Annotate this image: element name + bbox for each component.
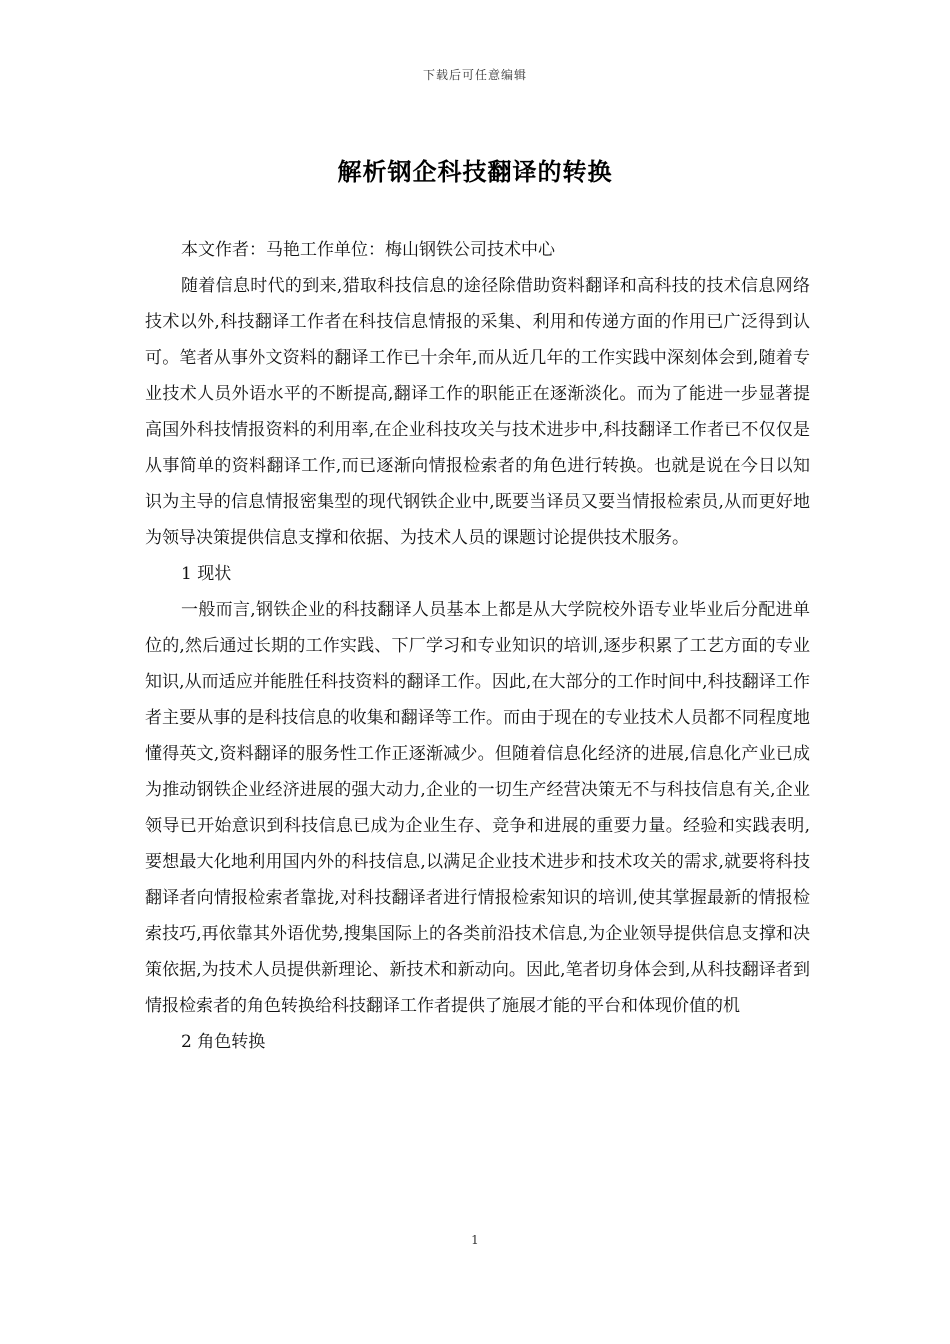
document-body [145,232,810,1060]
section-body-status: 一般而言,钢铁企业的科技翻译人员基本上都是从大学院校外语专业毕业后分配进单位的,然后通过长期的工作实践、下厂学习和专业知识的培训,逐步积累了工艺方面的专业知识,从而适应并能胜任科技资料的翻译工作。因此,在大部分的工作时间中,科技翻译工作者主要从事的是科技信息的收集和翻译等工作。而由于现在的专业技术人员都不同程度地懂得英文,资料翻译的服务性工作正逐渐减少。但随着信息化经济的进展,信息化产业已成为推动钢铁企业经济进展的强大动力,企业的一切生产经营决策无不与科技信息有关,企业领导已开始意识到科技信息已成为企业生存、竞争和进展的重要力量。经验和实践表明,要想最大化地利用国内外的科技信息,以满足企业技术进步和技术攻关的需求,就要将科技翻译者向情报检索者靠拢,对科技翻译者进行情报检索知识的培训,使其掌握最新的情报检索技巧,再依靠其外语优势,搜集国际上的各类前沿技术信息,为企业领导提供信息支撑和决策依据,为技术人员提供新理论、新技术和新动向。因此,笔者切身体会到,从科技翻译者到情报检索者的角色转换给科技翻译工作者提供了施展才能的平台和体现价值的机 [145,600,810,1016]
page-number: 1 [471,1233,479,1247]
intro-paragraph: 随着信息时代的到来,猎取科技信息的途径除借助资料翻译和高科技的技术信息网络技术以外,科技翻译工作者在科技信息情报的采集、利用和传递方面的作用已广泛得到认可。笔者从事外文资料的翻译工作已十余年,而从近几年的工作实践中深刻体会到,随着专业技术人员外语水平的不断提高,翻译工作的职能正在逐渐淡化。而为了能进一步显著提高国外科技情报资料的利用率,在企业科技攻关与技术进步中,科技翻译工作者已不仅仅是从事简单的资料翻译工作,而已逐渐向情报检索者的角色进行转换。也就是说在今日以知识为主导的信息情报密集型的现代钢铁企业中,既要当译员又要当情报检索员,从而更好地为领导决策提供信息支撑和依据、为技术人员的课题讨论提供技术服务。 [145,276,810,548]
section-heading-role-change: 2 角色转换 [181,1032,266,1052]
section-heading-status: 1 现状 [181,564,232,584]
header-note: 下载后可任意编辑 [422,68,527,82]
document-title: 解析钢企科技翻译的转换 [337,158,613,186]
author-line: 本文作者：马艳工作单位：梅山钢铁公司技术中心 [181,240,555,260]
